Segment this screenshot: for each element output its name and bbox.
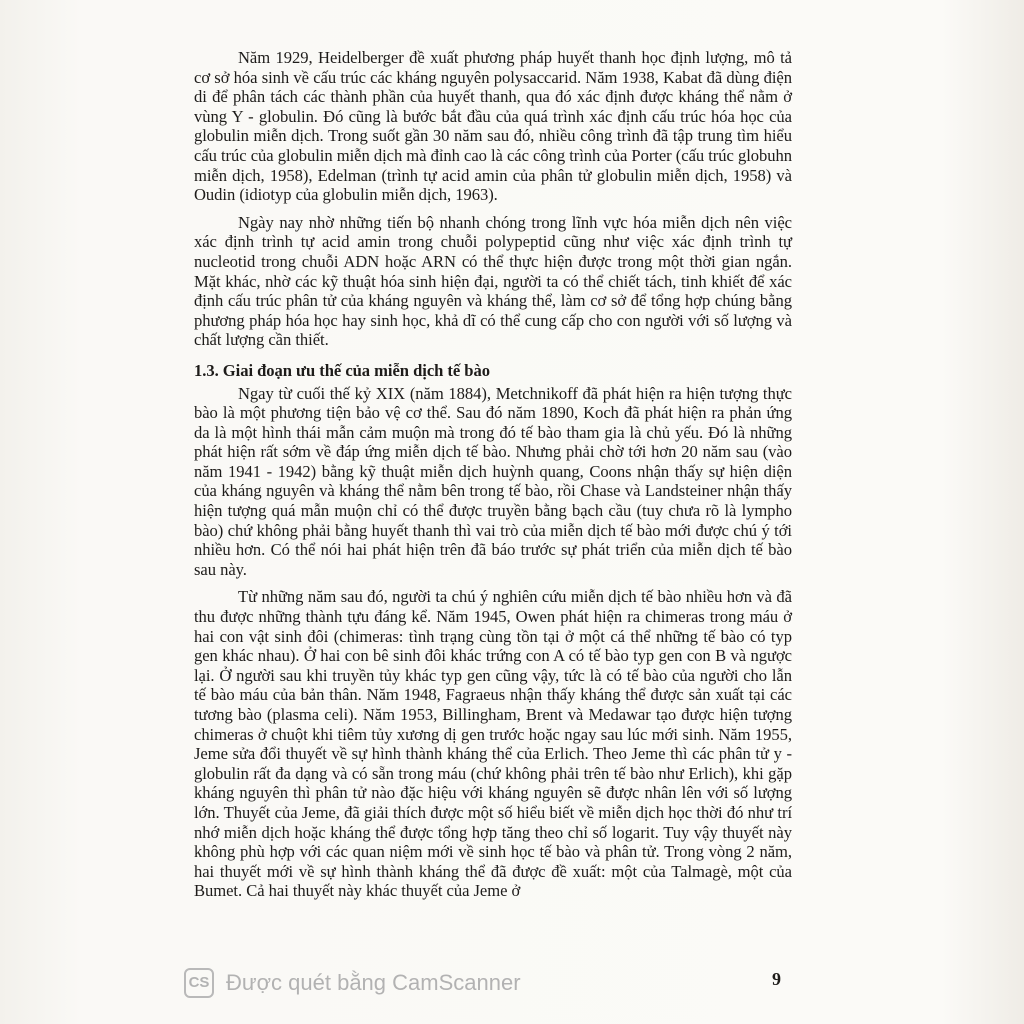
section-heading: 1.3. Giai đoạn ưu thế của miễn dịch tế bào [194, 360, 490, 380]
paragraph-heidelberger: Năm 1929, Heidelberger đề xuất phương pháp huyết thanh học định lượng, mô tả cơ sở hóa sinh về cấu trúc các kháng nguyên polysaccarid. Năm 1938, Kabat đã dùng điện di để phân tách các thành phần của huyết thanh, qua đó xác định được kháng thể nằm ở vùng Y - globulin. Đó cũng là bước bắt đầu của quá trình xác định cấu trúc hóa học của globulin miễn dịch. Trong suốt gần 30 năm sau đó, nhiều công trình đã tập trung tìm hiểu cấu trúc của globulin miễn dịch mà đỉnh cao là các công trình của Porter (cấu trúc globuhn miễn dịch, 1958), Edelman (trình tự acid amin của phân tử globulin miễn dịch, 1958) và Oudin (idiotyp của globulin miễn dịch, 1963). [194, 48, 792, 205]
page-number: 9 [772, 969, 781, 989]
camscanner-logo-icon: CS [184, 968, 214, 998]
page-body [194, 48, 792, 901]
page-footer [184, 964, 794, 1004]
paragraph-modern-immunochemistry: Ngày nay nhờ những tiến bộ nhanh chóng trong lĩnh vực hóa miễn dịch nên việc xác định trình tự acid amin trong chuỗi polypeptid cũng như việc xác định trình tự nucleotid trong chuỗi ADN hoặc ARN có thể thực hiện được trong một thời gian ngắn. Mặt khác, nhờ các kỹ thuật hóa sinh hiện đại, người ta có thể chiết tách, tinh khiết để xác định cấu trúc phân tử của kháng nguyên và kháng thể, làm cơ sở để tổng hợp chúng bằng phương pháp hóa học hay sinh học, khả dĩ có thể cung cấp cho con người với số lượng và chất lượng cần thiết. [194, 212, 792, 350]
camscanner-watermark: Được quét bằng CamScanner [226, 970, 521, 995]
paragraph-cellular-immunity-origins: Ngay từ cuối thế kỷ XIX (năm 1884), Metchnikoff đã phát hiện ra hiện tượng thực bào là một phương tiện bảo vệ cơ thể. Sau đó năm 1890, Koch đã phát hiện ra phản ứng da là một hình thái mẫn cảm muộn mà trong đó tế bào tham gia là chủ yếu. Đó là những phát hiện rất sớm về đáp ứng miễn dịch tế bào. Nhưng phải chờ tới hơn 20 năm sau (vào năm 1941 - 1942) bằng kỹ thuật miễn dịch huỳnh quang, Coons nhận thấy sự hiện diện của kháng nguyên và kháng thể nằm bên trong tế bào, rồi Chase và Landsteiner nhận thấy hiện tượng quá mẫn muộn chỉ có thể được truyền bằng bạch cầu (tuy chưa rõ là lympho bào) chứ không phải bằng huyết thanh thì vai trò của miễn dịch tế bào mới được chú ý tới nhiều hơn. Có thể nói hai phát hiện trên đã báo trước sự phát triển của miễn dịch tế bào sau này. [194, 383, 792, 579]
paragraph-cellular-immunity-advances: Từ những năm sau đó, người ta chú ý nghiên cứu miễn dịch tế bào nhiều hơn và đã thu được những thành tựu đáng kể. Năm 1945, Owen phát hiện ra chimeras trong máu ở hai con vật sinh đôi (chimeras: tình trạng cùng tồn tại ở một cá thể những tế bào có typ gen khác nhau). Ở hai con bê sinh đôi khác trứng con A có tế bào typ gen con B và ngược lại. Ở người sau khi truyền tủy khác typ gen cũng vậy, tức là có tế bào của người cho lẫn tế bào máu của bản thân. Năm 1948, Fagraeus nhận thấy kháng thể được sản xuất tại các tương bào (plasma celi). Năm 1953, Billingham, Brent và Medawar tạo được hiện tượng chimeras ở chuột khi tiêm tủy xương dị gen trước hoặc ngay sau lúc mới sinh. Năm 1955, Jeme sửa đổi thuyết về sự hình thành kháng thể của Erlich. Theo Jeme thì các phân tử y - globulin rất đa dạng và có sẵn trong máu (chứ không phải trên tế bào như Erlich), khi gặp kháng nguyên thì phân tử nào đặc hiệu với kháng nguyên sẽ được nhân lên với số lượng lớn. Thuyết của Jeme, đã giải thích được một số hiểu biết về miễn dịch học thời đó như trí nhớ miễn dịch hoặc kháng thể được tổng hợp tăng theo chỉ số logarit. Tuy vậy thuyết này không phù hợp với các quan niệm mới về sinh học tế bào và phân tử. Trong vòng 2 năm, hai thuyết mới về sự hình thành kháng thể đã được đề xuất: một của Talmagè, một của Bumet. Cả hai thuyết này khác thuyết của Jeme ở [194, 587, 792, 901]
